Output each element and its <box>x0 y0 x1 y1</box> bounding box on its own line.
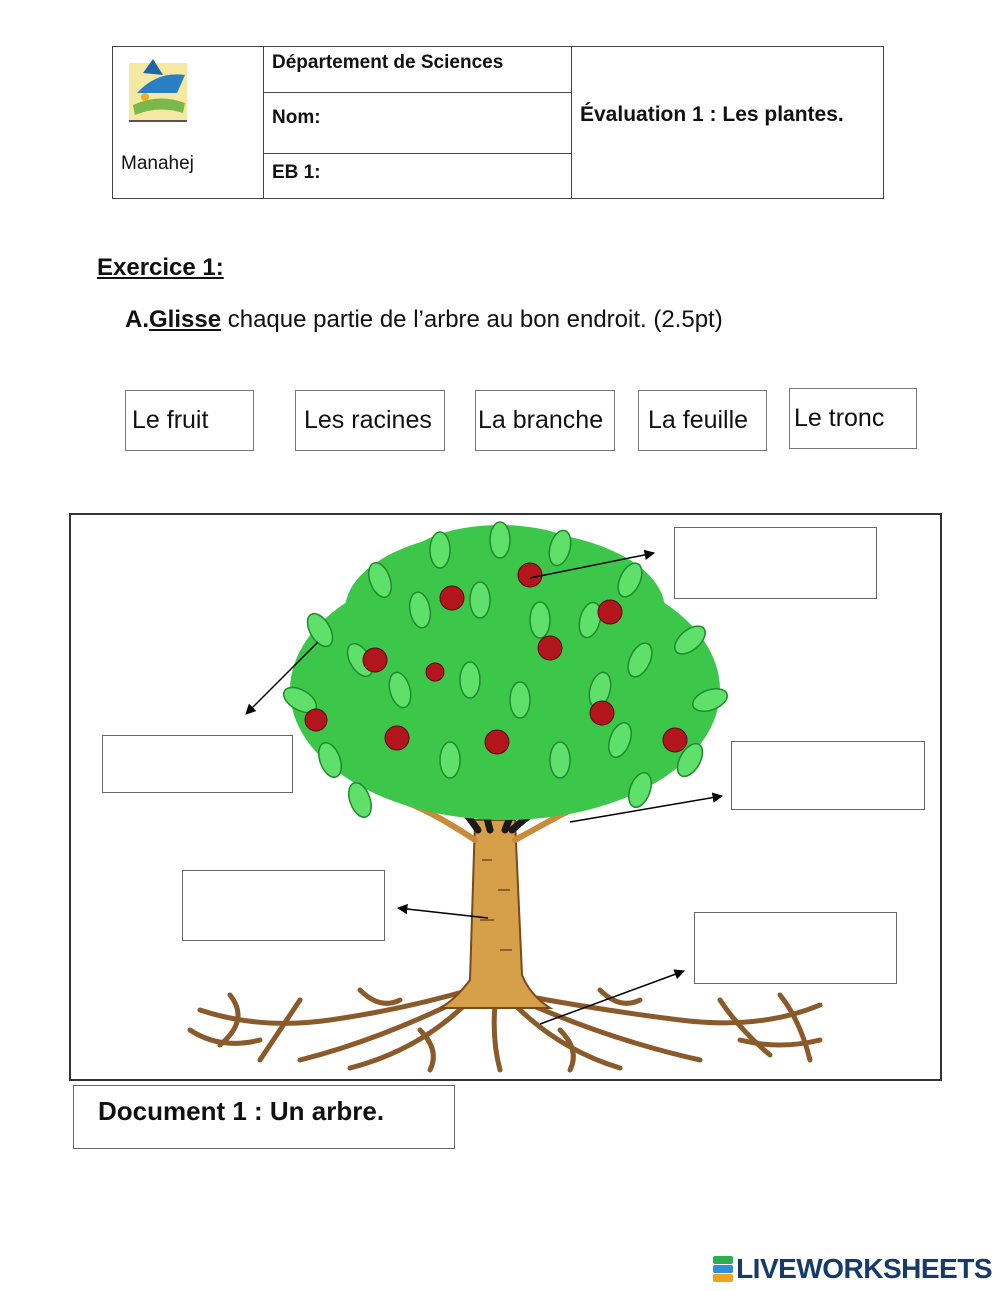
word-chip-roots[interactable]: Les racines <box>295 390 445 451</box>
drop-zone-branch[interactable] <box>731 741 925 810</box>
word-chip-leaf[interactable]: La feuille <box>638 390 767 451</box>
department-label: Département de Sciences <box>272 52 504 73</box>
exercise-title: Exercice 1: <box>97 254 224 281</box>
name-label: Nom: <box>272 107 321 128</box>
instruction-verb: Glisse <box>149 306 222 333</box>
instruction-text: chaque partie de l’arbre au bon endroit. (2.5pt) <box>221 306 723 333</box>
document-caption: Document 1 : Un arbre. <box>73 1085 455 1149</box>
drop-zone-roots[interactable] <box>694 912 897 984</box>
leaf-crown <box>279 522 730 820</box>
drop-zone-leaf[interactable] <box>102 735 293 793</box>
brand-text: LIVEWORKSHEETS <box>736 1253 992 1284</box>
class-label: EB 1: <box>272 162 321 183</box>
liveworksheets-brand[interactable] <box>713 1253 992 1285</box>
word-chip-fruit[interactable]: Le fruit <box>125 390 254 451</box>
liveworksheets-logo-icon <box>713 1256 733 1282</box>
drop-zone-fruit[interactable] <box>674 527 877 599</box>
drop-zone-trunk[interactable] <box>182 870 385 941</box>
school-name: Manahej <box>121 153 194 174</box>
evaluation-title: Évaluation 1 : Les plantes. <box>580 103 844 126</box>
word-chip-branch[interactable]: La branche <box>475 390 615 451</box>
instruction-prefix: A. <box>125 306 149 333</box>
word-chip-trunk[interactable]: Le tronc <box>789 388 917 449</box>
